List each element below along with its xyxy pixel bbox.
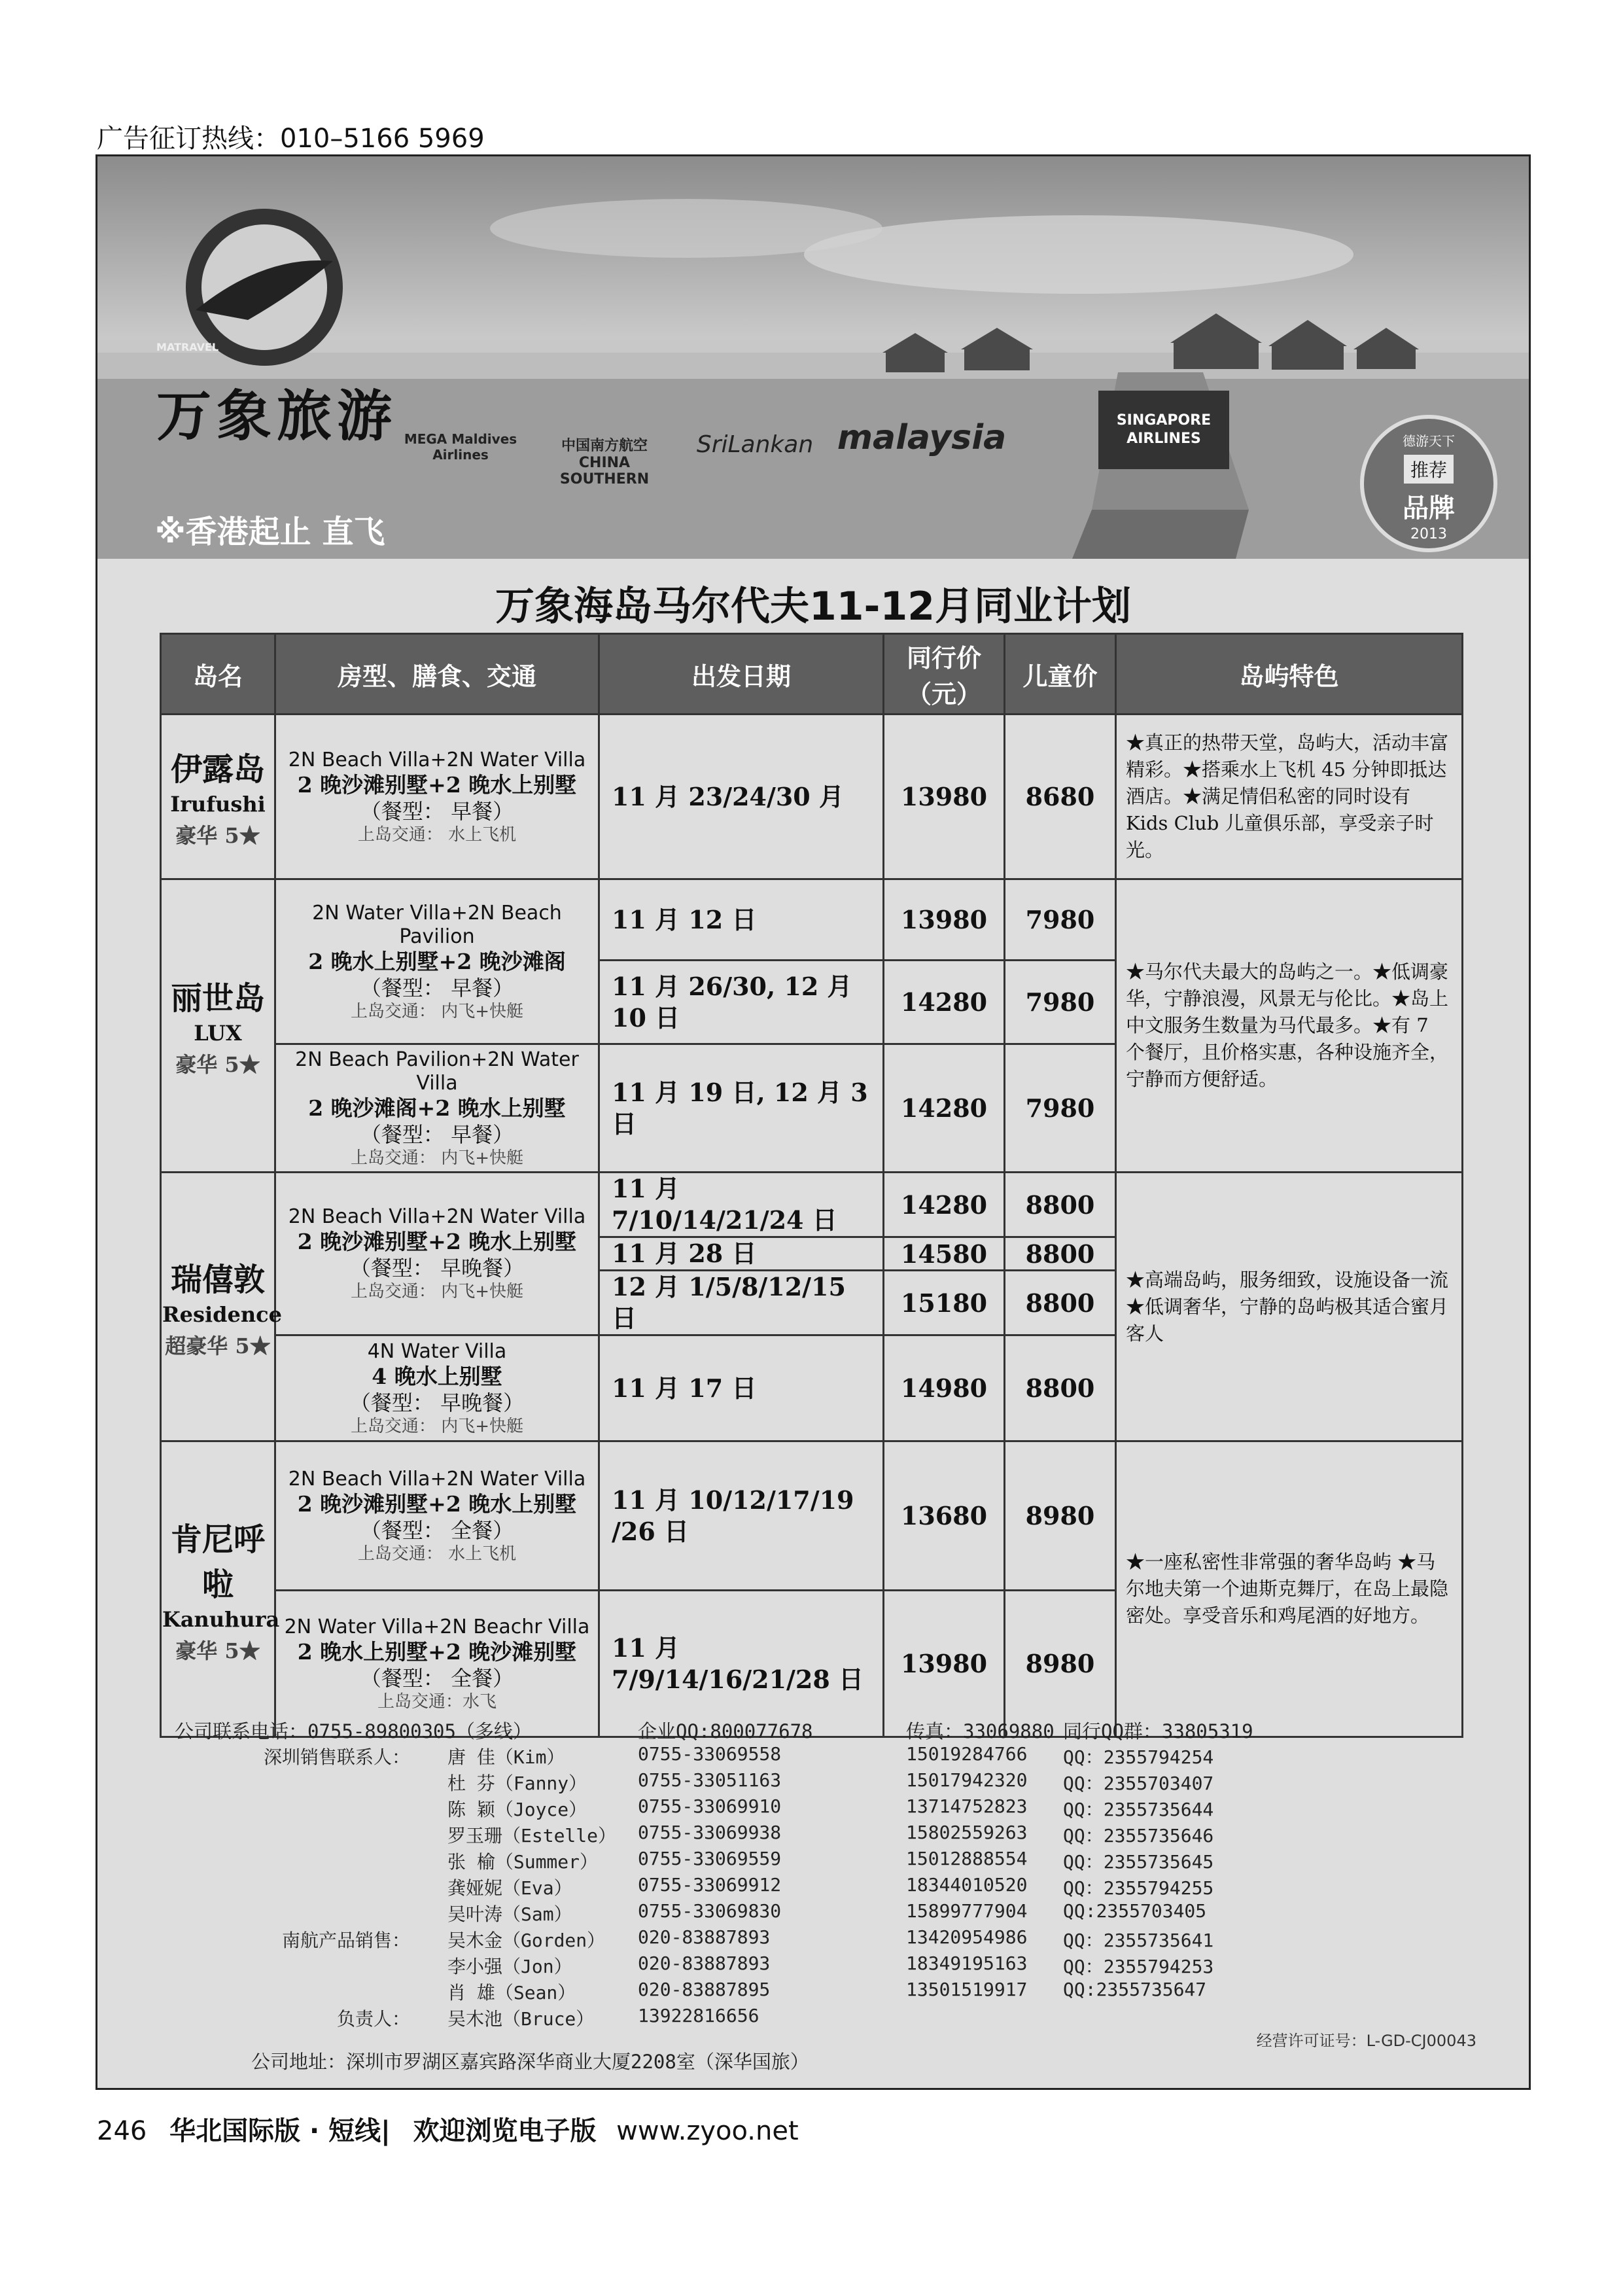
- cloud: [804, 215, 1353, 294]
- col-price: 同行价（元）: [884, 634, 1005, 715]
- contact-mobile: 15012888554: [906, 1848, 1028, 1869]
- date-cell: 11 月 17 日: [599, 1335, 884, 1441]
- page-title: 万象海岛马尔代夫11-12月同业计划: [495, 584, 1131, 629]
- company-qq: 企业QQ:800077678: [638, 1720, 813, 1742]
- col-room: 房型、膳食、交通: [275, 634, 599, 715]
- room-cell: 2N Beach Villa+2N Water Villa 2 晚沙滩别墅+2 晚水上别墅 （餐型： 全餐） 上岛交通： 水上飞机: [275, 1441, 599, 1591]
- company-fax: 传真：33069880: [906, 1720, 1055, 1742]
- contact-tel: 13922816656: [638, 2005, 759, 2026]
- cloud: [490, 199, 882, 258]
- contact-qq: QQ:2355703405: [1063, 1900, 1207, 1922]
- room-cell: 2N Beach Villa+2N Water Villa 2 晚沙滩别墅+2 晚水上别墅 （餐型： 早晚餐） 上岛交通： 内飞+快艇: [275, 1173, 599, 1335]
- date-cell: 11 月 7/10/14/21/24 日: [599, 1173, 884, 1237]
- airline-malaysia: malaysia: [837, 418, 1007, 457]
- license-number: 经营许可证号：L-GD-CJ00043: [1256, 2032, 1476, 2050]
- contact-mobile: 13714752823: [906, 1795, 1028, 1817]
- contact-qq: QQ：2355735645: [1063, 1851, 1214, 1873]
- seal-line2: 推荐: [1404, 455, 1454, 484]
- col-features: 岛屿特色: [1116, 634, 1463, 715]
- child-price-cell: 8800: [1005, 1335, 1116, 1441]
- contact-name: 陈 颖（Joyce）: [447, 1799, 587, 1820]
- contact-mobile: 18344010520: [906, 1874, 1028, 1896]
- island-kanuhura: 肯尼呼啦 Kanuhura 豪华 5★: [161, 1441, 275, 1737]
- contact-tel: 0755-33069912: [638, 1874, 782, 1896]
- price-cell: 14580: [884, 1237, 1005, 1271]
- price-cell: 13980: [884, 715, 1005, 879]
- contact-mobile: 18349195163: [906, 1952, 1028, 1974]
- table-row: [161, 715, 1463, 879]
- contact-tel: 020-83887893: [638, 1952, 771, 1974]
- col-child: 儿童价: [1005, 634, 1116, 715]
- table-header-row: [161, 634, 1463, 715]
- contact-tel: 0755-33069830: [638, 1900, 782, 1922]
- date-cell: 11 月 28 日: [599, 1237, 884, 1271]
- table-row: [161, 1441, 1463, 1591]
- airline-china-southern: 中国南方航空 CHINA SOUTHERN: [559, 438, 650, 487]
- child-price-cell: 8980: [1005, 1591, 1116, 1737]
- date-cell: 11 月 7/9/14/16/21/28 日: [599, 1591, 884, 1737]
- contact-mobile: 13420954986: [906, 1926, 1028, 1948]
- date-cell: 11 月 23/24/30 月: [599, 715, 884, 879]
- child-price-cell: 8680: [1005, 715, 1116, 879]
- table-row: [161, 1173, 1463, 1237]
- contact-qq: QQ：2355735641: [1063, 1930, 1214, 1951]
- seal-line3: 品牌: [1403, 493, 1455, 523]
- contact-tel: 020-83887893: [638, 1926, 771, 1948]
- airline-srilankan: SriLankan: [696, 431, 814, 458]
- contact-label: 负责人：: [336, 2008, 410, 2030]
- features-cell: ★一座私密性非常强的奢华岛屿 ★马尔地夫第一个迪斯克舞厅，在岛上最隐密处。享受音乐和鸡尾酒的好地方。: [1116, 1441, 1463, 1737]
- room-cell: 2N Beach Pavilion+2N Water Villa 2 晚沙滩阁+2 晚水上别墅 （餐型： 早餐） 上岛交通： 内飞+快艇: [275, 1044, 599, 1173]
- island-lux: 丽世岛 LUX 豪华 5★: [161, 879, 275, 1173]
- contact-mobile: 13501519917: [906, 1979, 1028, 2000]
- price-cell: 15180: [884, 1271, 1005, 1335]
- child-price-cell: 8980: [1005, 1441, 1116, 1591]
- footer-tagline: 欢迎浏览电子版: [413, 2116, 597, 2146]
- logo-small-text: MATRAVEL: [156, 341, 219, 353]
- contact-qq: QQ：2355703407: [1063, 1773, 1214, 1794]
- contact-qq: QQ:2355735647: [1063, 1979, 1207, 2000]
- contact-qq: QQ：2355735644: [1063, 1799, 1214, 1820]
- contact-name: 罗玉珊（Estelle）: [447, 1825, 617, 1846]
- date-cell: 11 月 10/12/17/19 /26 日: [599, 1441, 884, 1591]
- contact-mobile: 15019284766: [906, 1743, 1028, 1765]
- origin-note: ※香港起止 直飞: [155, 514, 385, 550]
- date-cell: 11 月 26/30, 12 月 10 日: [599, 961, 884, 1044]
- logo-text: 万象旅游: [156, 383, 398, 448]
- contact-tel: 0755-33069938: [638, 1822, 782, 1843]
- child-price-cell: 8800: [1005, 1237, 1116, 1271]
- contact-label: 深圳销售联系人：: [263, 1746, 410, 1768]
- brand-seal: [1360, 415, 1497, 552]
- contact-qq: QQ：2355794253: [1063, 1956, 1214, 1977]
- ad-frame: [96, 154, 1531, 2090]
- date-cell: 12 月 1/5/8/12/15 日: [599, 1271, 884, 1335]
- footer-url[interactable]: www.zyoo.net: [616, 2116, 799, 2146]
- contact-tel: 0755-33069910: [638, 1795, 782, 1817]
- company-address: 公司地址：深圳市罗湖区嘉宾路深华商业大厦2208室（深华国旅）: [251, 2051, 809, 2073]
- contact-qq: QQ：2355794255: [1063, 1877, 1214, 1899]
- contact-name: 吴木金（Gorden）: [447, 1930, 606, 1951]
- contact-mobile: 15017942320: [906, 1769, 1028, 1791]
- contact-tel: 020-83887895: [638, 1979, 771, 2000]
- child-price-cell: 8800: [1005, 1271, 1116, 1335]
- price-cell: 13980: [884, 1591, 1005, 1737]
- airline-singapore: SINGAPORE AIRLINES: [1098, 391, 1229, 469]
- contact-name: 张 榆（Summer）: [447, 1851, 599, 1873]
- contact-tel: 0755-33069558: [638, 1743, 782, 1765]
- child-price-cell: 7980: [1005, 1044, 1116, 1173]
- contact-qq: QQ：2355735646: [1063, 1825, 1214, 1846]
- page-number: 246: [97, 2116, 147, 2146]
- section-name: 华北国际版 · 短线|: [169, 2116, 391, 2146]
- col-island: 岛名: [161, 634, 275, 715]
- price-cell: 14980: [884, 1335, 1005, 1441]
- island-residence: 瑞僖敦 Residence 超豪华 5★: [161, 1173, 275, 1441]
- group-qq: 同行QQ群：33805319: [1063, 1720, 1253, 1742]
- price-cell: 14280: [884, 961, 1005, 1044]
- child-price-cell: 8800: [1005, 1173, 1116, 1237]
- banner: [97, 156, 1529, 559]
- contact-tel: 0755-33069559: [638, 1848, 782, 1869]
- contact-name: 吴叶涛（Sam）: [447, 1903, 572, 1925]
- price-cell: 14280: [884, 1173, 1005, 1237]
- contact-tel: 0755-33051163: [638, 1769, 782, 1791]
- features-cell: ★马尔代夫最大的岛屿之一。★低调豪华，宁静浪漫，风景无与伦比。★岛上中文服务生数量为马代最多。★有 7 个餐厅，且价格实惠，各种设施齐全，宁静而方便舒适。: [1116, 879, 1463, 1173]
- contact-name: 杜 芬（Fanny）: [447, 1773, 587, 1794]
- room-cell: 2N Beach Villa+2N Water Villa 2 晚沙滩别墅+2 晚水上别墅 （餐型： 早餐） 上岛交通： 水上飞机: [275, 715, 599, 879]
- contact-name: 李小强（Jon）: [447, 1956, 572, 1977]
- table-row: [161, 879, 1463, 961]
- date-cell: 11 月 19 日, 12 月 3 日: [599, 1044, 884, 1173]
- features-cell: ★真正的热带天堂，岛屿大，活动丰富精彩。★搭乘水上飞机 45 分钟即抵达酒店。★满足情侣私密的同时设有Kids Club 儿童俱乐部，享受亲子时光。: [1116, 715, 1463, 879]
- room-cell: 2N Water Villa+2N Beachr Villa 2 晚水上别墅+2 晚沙滩别墅 （餐型： 全餐） 上岛交通：水飞: [275, 1591, 599, 1737]
- room-cell: 2N Water Villa+2N Beach Pavilion 2 晚水上别墅+2 晚沙滩阁 （餐型： 早餐） 上岛交通： 内飞+快艇: [275, 879, 599, 1044]
- room-cell: 4N Water Villa 4 晚水上别墅 （餐型： 早晚餐） 上岛交通： 内飞+快艇: [275, 1335, 599, 1441]
- contact-name: 龚娅妮（Eva）: [447, 1877, 572, 1899]
- contact-mobile: 15802559263: [906, 1822, 1028, 1843]
- plan-table: [160, 633, 1463, 1738]
- price-cell: 13680: [884, 1441, 1005, 1591]
- date-cell: 11 月 12 日: [599, 879, 884, 961]
- contact-mobile: 15899777904: [906, 1900, 1028, 1922]
- price-cell: 13980: [884, 879, 1005, 961]
- banner-photo: [97, 156, 1529, 559]
- airline-mega: MEGA Maldives Airlines: [404, 431, 517, 463]
- page-footer: [97, 2110, 799, 2147]
- contact-name: 肖 雄（Sean）: [447, 1982, 576, 2004]
- pier: [1072, 510, 1249, 559]
- child-price-cell: 7980: [1005, 879, 1116, 961]
- contact-qq: QQ：2355794254: [1063, 1746, 1214, 1768]
- contact-name: 吴木池（Bruce）: [447, 2008, 595, 2030]
- features-cell: ★高端岛屿，服务细致，设施设备一流 ★低调奢华，宁静的岛屿极其适合蜜月客人: [1116, 1173, 1463, 1441]
- price-cell: 14280: [884, 1044, 1005, 1173]
- island-irufushi: 伊露岛 Irufushi 豪华 5★: [161, 715, 275, 879]
- contact-label: 南航产品销售：: [281, 1930, 410, 1951]
- seal-year: 2013: [1410, 526, 1447, 542]
- col-date: 出发日期: [599, 634, 884, 715]
- child-price-cell: 7980: [1005, 961, 1116, 1044]
- ad-hotline: 广告征订热线：010–5166 5969: [97, 124, 485, 154]
- company-phone: 公司联系电话：0755-89800305（多线）: [175, 1720, 532, 1742]
- seal-line1: 德游天下: [1403, 433, 1455, 449]
- contact-name: 唐 佳（Kim）: [447, 1746, 565, 1768]
